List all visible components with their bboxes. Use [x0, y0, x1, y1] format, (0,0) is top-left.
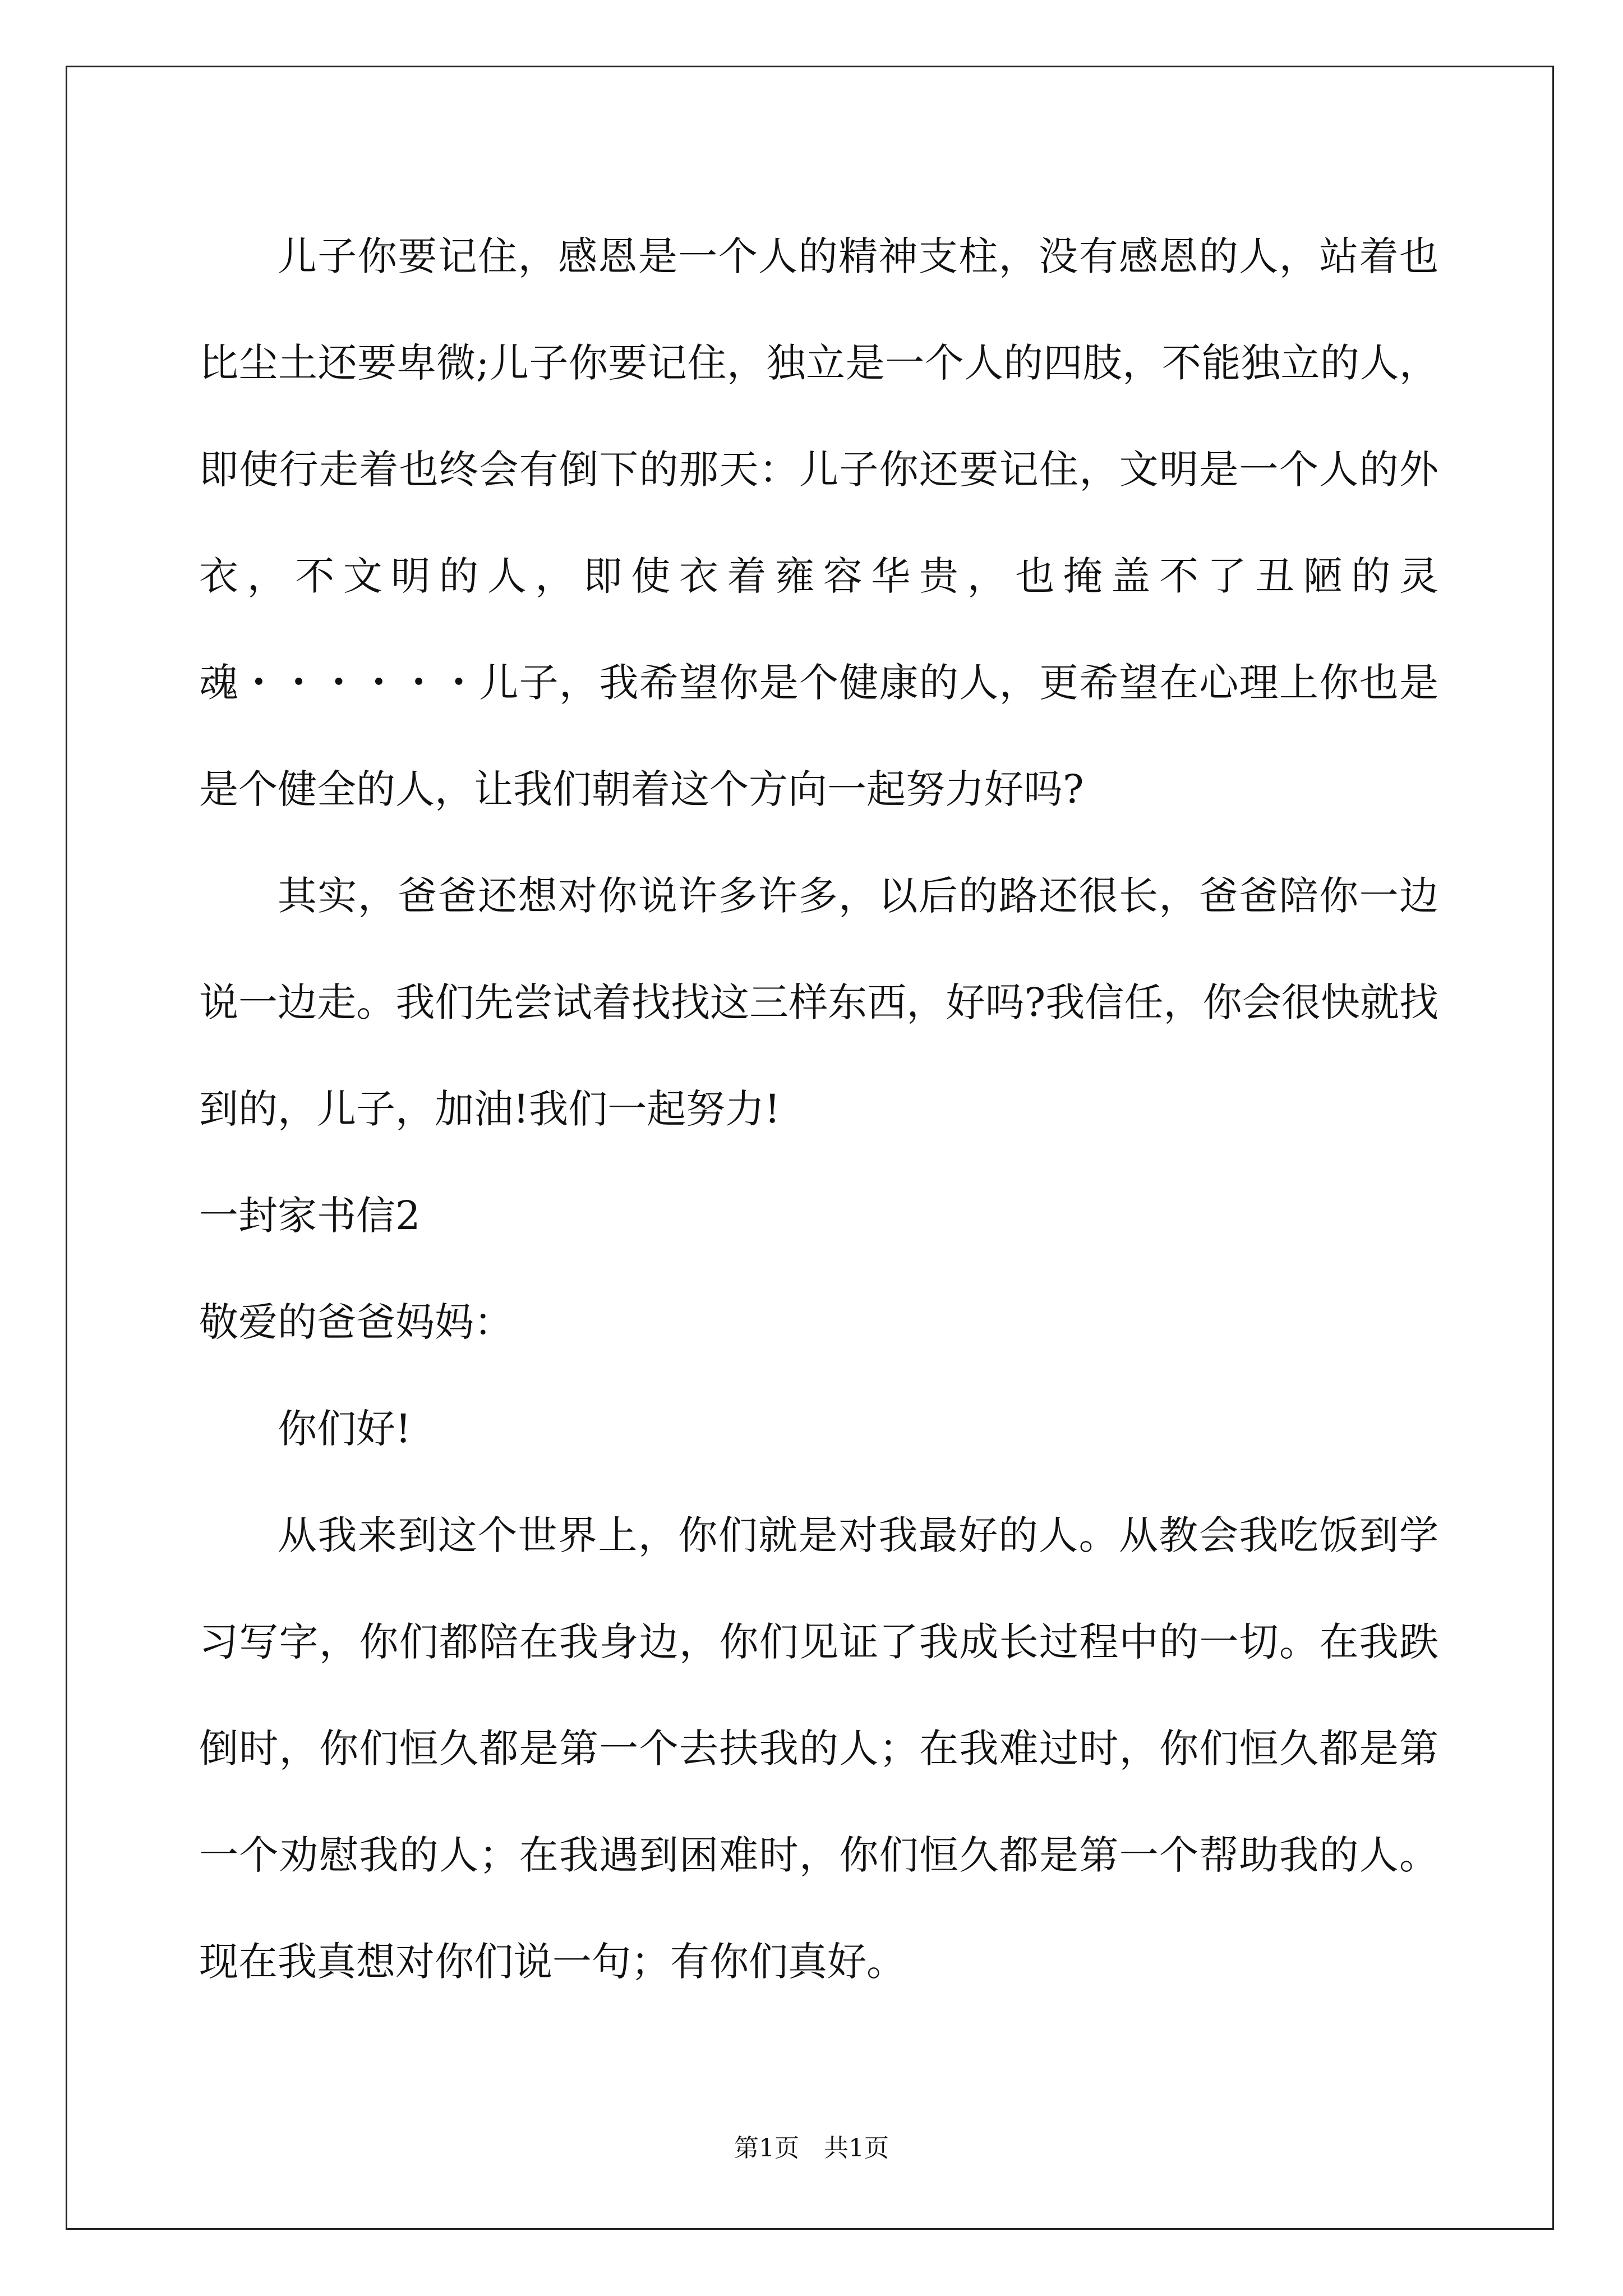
greeting: 你们好! [278, 1406, 412, 1452]
letter-title: 一封家书信2 [199, 1193, 421, 1239]
page-footer: 第1页 共1页 [734, 2134, 889, 2162]
paragraph-gratitude: 儿子你要记住，感恩是一个人的精神支柱，没有感恩的人，站着也比尘土还要卑微;儿子你要记住，独立是一个人的四肢，不能独立的人，即使行走着也终会有倒下的那天：儿子你还要记住，文明是一个人的外衣，不文明的人，即使衣着雍容华贵，也掩盖不了丑陋的灵魂・・・・・・儿子，我希望你是个健康的人，更希望在心理上你也是是个健全的人，让我们朝着这个方向一起努力好吗? [199, 233, 1438, 812]
salutation: 敬爱的爸爸妈妈： [199, 1299, 513, 1345]
letter-body: 从我来到这个世界上，你们就是对我最好的人。从教会我吃饭到学习写字，你们都陪在我身边，你们见证了我成长过程中的一切。在我跌倒时，你们恒久都是第一个去扶我的人；在我难过时，你们恒久都是第一个劝慰我的人；在我遇到困难时，你们恒久都是第一个帮助我的人。现在我真想对你们说一句；有你们真好。 [199, 1512, 1438, 1985]
paragraph-encouragement: 其实，爸爸还想对你说许多许多，以后的路还很长，爸爸陪你一边说一边走。我们先尝试着找找这三样东西，好吗?我信任，你会很快就找到的，儿子，加油!我们一起努力! [199, 873, 1438, 1132]
document-body [199, 203, 1438, 2015]
